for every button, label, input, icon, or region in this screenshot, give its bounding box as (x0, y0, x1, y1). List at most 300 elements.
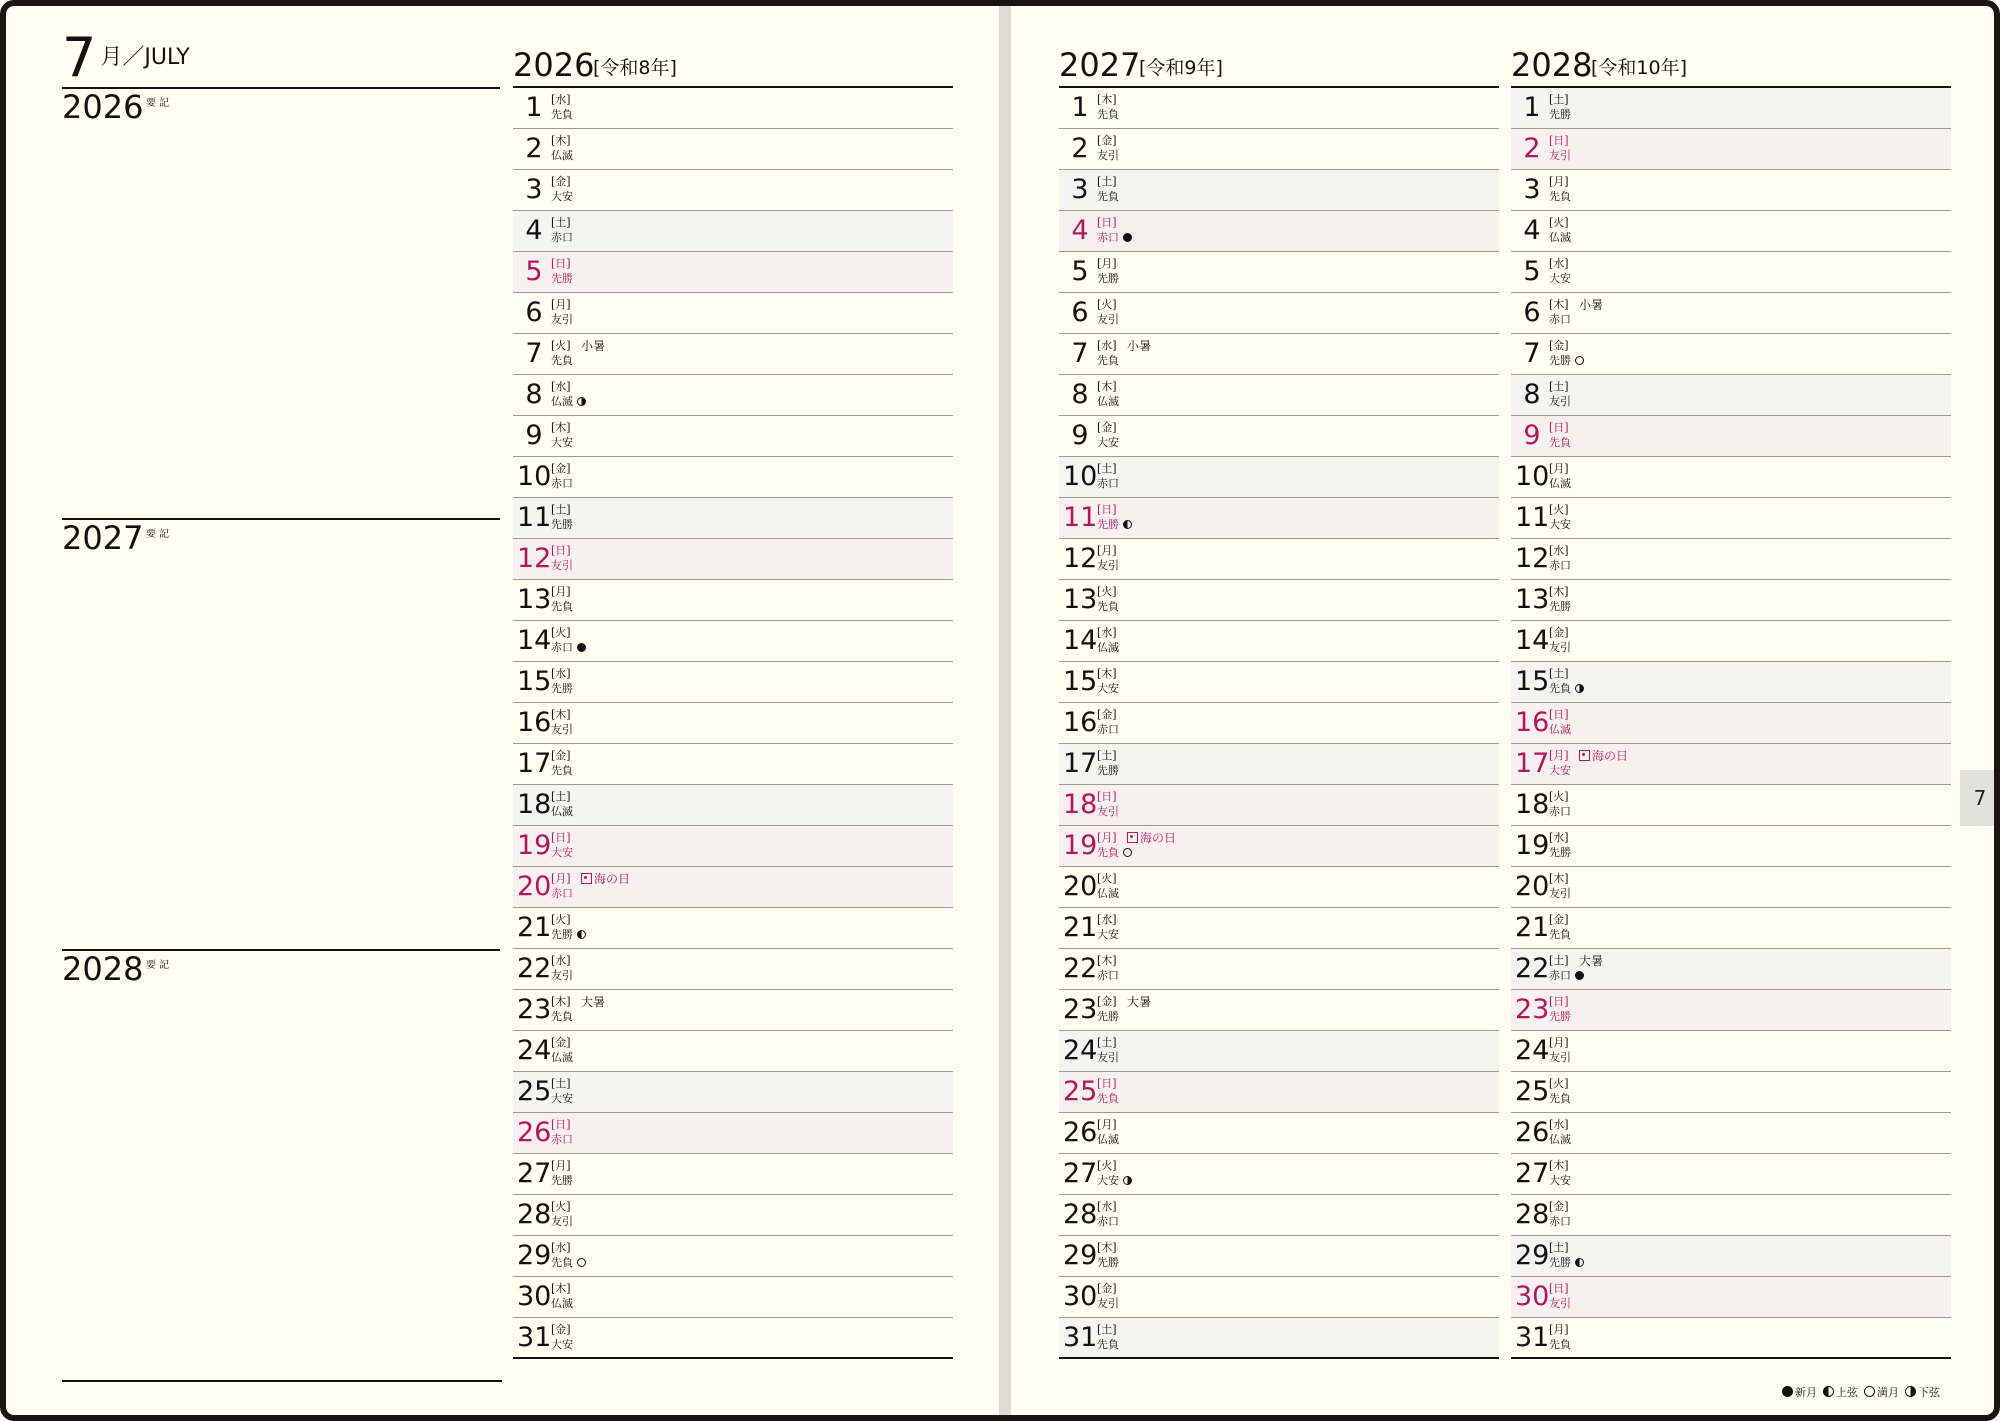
day-number: 26 (1515, 1117, 1550, 1148)
day-number: 19 (1515, 830, 1550, 861)
rokuyo-cell (551, 395, 586, 408)
solar-term-label (1579, 298, 1603, 312)
day-number: 28 (517, 1199, 552, 1230)
memo-tag: 要 記 (146, 529, 170, 540)
rokuyo-cell (551, 887, 573, 900)
day-row[interactable] (513, 662, 953, 703)
rokuyo-cell (1549, 1338, 1571, 1351)
column-era: [令和8年] (593, 57, 677, 79)
moon-new-icon (1782, 1386, 1793, 1397)
day-row[interactable] (513, 1277, 953, 1318)
weekday-label: [木] (1097, 954, 1117, 967)
day-row[interactable] (513, 1031, 953, 1072)
day-number: 16 (517, 707, 552, 738)
rokuyo-cell (1549, 1092, 1571, 1105)
day-number: 3 (525, 174, 543, 205)
solar-term-label (581, 995, 605, 1009)
solar-term-label (1579, 954, 1603, 968)
day-row[interactable] (1059, 170, 1499, 211)
day-row[interactable] (1059, 1154, 1499, 1195)
day-row[interactable] (513, 334, 953, 375)
weekday-label: [木] (551, 1282, 571, 1295)
day-row[interactable] (513, 1113, 953, 1154)
day-number: 1 (1523, 92, 1541, 123)
rokuyo-label: 仏滅 (551, 395, 573, 408)
day-row[interactable] (1511, 949, 1951, 990)
weekday-label: [火] (1097, 298, 1117, 311)
day-row[interactable] (1059, 1113, 1499, 1154)
day-row[interactable] (1059, 129, 1499, 170)
weekday-label: [日] (1097, 1077, 1117, 1090)
weekday-label: [日] (551, 544, 571, 557)
day-row[interactable] (513, 375, 953, 416)
day-row[interactable] (1511, 1113, 1951, 1154)
rokuyo-cell (551, 1092, 573, 1105)
rokuyo-cell (551, 928, 586, 941)
rokuyo-cell (1549, 559, 1571, 572)
day-row[interactable] (513, 498, 953, 539)
holiday-label (1127, 831, 1176, 845)
day-row[interactable] (513, 1195, 953, 1236)
day-number: 7 (525, 338, 543, 369)
day-number: 19 (1063, 830, 1098, 861)
day-number: 17 (1063, 748, 1098, 779)
weekday-label: [土] (1549, 954, 1569, 967)
rokuyo-label: 仏滅 (1549, 231, 1571, 244)
rokuyo-cell (551, 436, 573, 449)
memo-year-2027: 2027 (62, 519, 144, 557)
rokuyo-label: 友引 (1549, 1297, 1571, 1310)
memo-tag: 要 記 (146, 960, 170, 971)
day-row[interactable] (1059, 293, 1499, 334)
day-number: 4 (525, 215, 543, 246)
rokuyo-label: 先勝 (1549, 108, 1571, 121)
day-row[interactable] (1511, 621, 1951, 662)
day-number: 20 (1063, 871, 1098, 902)
day-row[interactable] (1059, 457, 1499, 498)
rokuyo-label: 仏滅 (551, 1297, 573, 1310)
weekday-label: [水] (551, 954, 571, 967)
day-row[interactable] (1511, 88, 1951, 129)
day-number: 26 (1063, 1117, 1098, 1148)
moon-last-icon (1575, 684, 1584, 693)
weekday-label: [木] (1549, 298, 1569, 311)
day-row[interactable] (1059, 1277, 1499, 1318)
day-row[interactable] (1059, 785, 1499, 826)
rokuyo-label: 友引 (1097, 1297, 1119, 1310)
weekday-label: [金] (1097, 708, 1117, 721)
day-row[interactable] (1511, 539, 1951, 580)
rokuyo-label: 先負 (551, 1010, 573, 1023)
rokuyo-label: 先勝 (1549, 1010, 1571, 1023)
day-row[interactable] (513, 88, 953, 129)
weekday-label: [月] (1097, 544, 1117, 557)
day-row[interactable] (1511, 129, 1951, 170)
rokuyo-cell (1549, 1133, 1571, 1146)
weekday-label: [木] (1097, 1241, 1117, 1254)
rokuyo-cell (1097, 887, 1119, 900)
weekday-label: [木] (551, 995, 571, 1008)
day-row[interactable] (513, 129, 953, 170)
rokuyo-cell (1549, 477, 1571, 490)
weekday-label: [金] (1549, 339, 1569, 352)
rokuyo-label: 大安 (1549, 518, 1571, 531)
rokuyo-label: 先負 (551, 1256, 573, 1269)
day-row[interactable] (1059, 580, 1499, 621)
day-row[interactable] (1059, 867, 1499, 908)
day-number: 9 (1071, 420, 1089, 451)
weekday-label: [水] (1097, 913, 1117, 926)
rokuyo-cell (551, 477, 573, 490)
day-row[interactable] (1511, 662, 1951, 703)
rokuyo-cell (1097, 354, 1119, 367)
rokuyo-label: 先勝 (1549, 846, 1571, 859)
day-row[interactable] (1511, 1195, 1951, 1236)
day-row[interactable] (1511, 1031, 1951, 1072)
rokuyo-label: 先勝 (551, 928, 573, 941)
day-number: 31 (1515, 1322, 1550, 1353)
day-number: 4 (1071, 215, 1089, 246)
rokuyo-cell (1549, 1297, 1571, 1310)
rokuyo-label: 赤口 (1097, 1215, 1119, 1228)
day-number: 6 (1523, 297, 1541, 328)
weekday-label: [火] (551, 913, 571, 926)
day-row[interactable] (513, 908, 953, 949)
day-number: 28 (1063, 1199, 1098, 1230)
weekday-label: [金] (1549, 913, 1569, 926)
day-row[interactable] (1059, 703, 1499, 744)
rokuyo-label: 先負 (1097, 108, 1119, 121)
day-row[interactable] (1059, 826, 1499, 867)
weekday-label: [月] (1549, 1036, 1569, 1049)
year-column-header (1511, 46, 1951, 88)
moon-full-icon (1864, 1386, 1875, 1397)
rokuyo-cell (1097, 1092, 1119, 1105)
day-row[interactable] (1511, 498, 1951, 539)
weekday-label: [土] (1549, 667, 1569, 680)
day-row[interactable] (513, 170, 953, 211)
day-row[interactable] (513, 539, 953, 580)
day-row[interactable] (1059, 908, 1499, 949)
day-number: 8 (1071, 379, 1089, 410)
day-row[interactable] (1059, 416, 1499, 457)
day-row[interactable] (1511, 703, 1951, 744)
rokuyo-label: 大安 (1549, 1174, 1571, 1187)
holiday-label (1579, 749, 1628, 763)
day-row[interactable] (513, 703, 953, 744)
day-row[interactable] (1059, 375, 1499, 416)
rokuyo-label: 赤口 (1549, 1215, 1571, 1228)
day-row[interactable] (1511, 744, 1951, 785)
holiday-flag-icon (581, 873, 592, 884)
rokuyo-cell (1549, 108, 1571, 121)
day-number: 14 (1515, 625, 1550, 656)
weekday-label: [木] (551, 708, 571, 721)
column-year: 2028 (1511, 46, 1593, 84)
day-row[interactable] (1059, 211, 1499, 252)
day-row[interactable] (1511, 252, 1951, 293)
day-number: 23 (1515, 994, 1550, 1025)
day-row[interactable] (1059, 949, 1499, 990)
day-row[interactable] (513, 580, 953, 621)
moon-new-icon (1123, 233, 1132, 242)
day-row[interactable] (513, 744, 953, 785)
day-row[interactable] (1059, 1072, 1499, 1113)
day-row[interactable] (1511, 1154, 1951, 1195)
day-row[interactable] (1511, 457, 1951, 498)
day-row[interactable] (513, 949, 953, 990)
weekday-label: [日] (1549, 708, 1569, 721)
day-row[interactable] (1059, 1236, 1499, 1277)
rokuyo-cell (1549, 354, 1584, 367)
rokuyo-cell (551, 1051, 573, 1064)
legend-item (1823, 1386, 1858, 1399)
day-row[interactable] (513, 867, 953, 908)
rokuyo-label: 友引 (1549, 641, 1571, 654)
rokuyo-label: 大安 (1097, 928, 1119, 941)
moon-full-icon (577, 1258, 586, 1267)
day-row[interactable] (1059, 498, 1499, 539)
weekday-label: [水] (1549, 544, 1569, 557)
weekday-label: [月] (1549, 749, 1569, 762)
day-number: 11 (517, 502, 552, 533)
day-row[interactable] (1511, 1318, 1951, 1359)
day-row[interactable] (513, 1236, 953, 1277)
weekday-label: [木] (1549, 872, 1569, 885)
rokuyo-label: 大安 (1097, 682, 1119, 695)
day-row[interactable] (1059, 662, 1499, 703)
day-row[interactable] (513, 785, 953, 826)
holiday-label (581, 872, 630, 886)
day-row[interactable] (1059, 744, 1499, 785)
day-row[interactable] (1059, 252, 1499, 293)
day-row[interactable] (513, 990, 953, 1031)
rokuyo-cell (1549, 600, 1571, 613)
day-number: 24 (517, 1035, 552, 1066)
day-number: 30 (1515, 1281, 1550, 1312)
day-number: 1 (1071, 92, 1089, 123)
day-row[interactable] (1059, 621, 1499, 662)
rokuyo-cell (1549, 518, 1571, 531)
day-number: 3 (1523, 174, 1541, 205)
rokuyo-label: 友引 (1549, 149, 1571, 162)
day-row[interactable] (1511, 416, 1951, 457)
day-number: 5 (525, 256, 543, 287)
day-row[interactable] (1511, 580, 1951, 621)
rokuyo-cell (551, 518, 573, 531)
day-number: 8 (525, 379, 543, 410)
rokuyo-cell (1549, 231, 1571, 244)
rokuyo-label: 先勝 (1097, 518, 1119, 531)
day-number: 28 (1515, 1199, 1550, 1230)
weekday-label: [土] (1097, 1036, 1117, 1049)
day-number: 10 (1063, 461, 1098, 492)
rokuyo-label: 先負 (1549, 1092, 1571, 1105)
weekday-label: [火] (551, 626, 571, 639)
rokuyo-label: 大安 (551, 190, 573, 203)
year-column-header (513, 46, 953, 88)
rokuyo-cell (551, 805, 573, 818)
rokuyo-cell (1549, 928, 1571, 941)
weekday-label: [火] (1549, 790, 1569, 803)
day-row[interactable] (1511, 1236, 1951, 1277)
day-row[interactable] (1511, 908, 1951, 949)
weekday-label: [火] (551, 339, 571, 352)
day-number: 17 (1515, 748, 1550, 779)
day-row[interactable] (513, 826, 953, 867)
day-number: 23 (517, 994, 552, 1025)
weekday-label: [土] (551, 1077, 571, 1090)
day-number: 11 (1515, 502, 1550, 533)
weekday-label: [火] (1549, 216, 1569, 229)
day-number: 13 (517, 584, 552, 615)
day-number: 27 (1063, 1158, 1098, 1189)
day-row[interactable] (1059, 88, 1499, 129)
rokuyo-label: 大安 (1097, 436, 1119, 449)
rokuyo-cell (551, 1174, 573, 1187)
day-row[interactable] (1511, 1072, 1951, 1113)
rokuyo-label: 友引 (551, 1215, 573, 1228)
holiday-flag-icon (1579, 750, 1590, 761)
day-row[interactable] (1059, 990, 1499, 1031)
legend-label: 満月 (1877, 1386, 1899, 1399)
day-row[interactable] (513, 211, 953, 252)
day-number: 11 (1063, 502, 1098, 533)
day-row[interactable] (1511, 867, 1951, 908)
rokuyo-cell (1097, 477, 1119, 490)
day-number: 26 (517, 1117, 552, 1148)
day-row[interactable] (513, 293, 953, 334)
day-row[interactable] (513, 1154, 953, 1195)
memo-year-2026: 2026 (62, 88, 144, 126)
day-number: 15 (517, 666, 552, 697)
weekday-label: [日] (1549, 134, 1569, 147)
column-year: 2026 (513, 46, 595, 84)
weekday-label: [土] (551, 503, 571, 516)
rokuyo-label: 先勝 (551, 518, 573, 531)
day-row[interactable] (513, 457, 953, 498)
rokuyo-cell (1097, 1256, 1119, 1269)
day-row[interactable] (1059, 334, 1499, 375)
rokuyo-label: 赤口 (551, 641, 573, 654)
day-row[interactable] (1511, 990, 1951, 1031)
day-row[interactable] (513, 1072, 953, 1113)
event-text: 海の日 (1140, 831, 1177, 845)
day-number: 15 (1063, 666, 1098, 697)
rokuyo-cell (1097, 313, 1119, 326)
rokuyo-cell (551, 272, 573, 285)
rokuyo-label: 仏滅 (551, 805, 573, 818)
rokuyo-label: 赤口 (1549, 805, 1571, 818)
day-row[interactable] (1511, 170, 1951, 211)
rokuyo-cell (551, 600, 573, 613)
rokuyo-label: 赤口 (1549, 559, 1571, 572)
day-row[interactable] (1511, 211, 1951, 252)
moon-first-icon (577, 930, 586, 939)
day-row[interactable] (1059, 1318, 1499, 1359)
rokuyo-cell (1097, 1010, 1119, 1023)
rokuyo-cell (551, 682, 573, 695)
rokuyo-cell (551, 1297, 573, 1310)
weekday-label: [月] (1549, 1323, 1569, 1336)
day-row[interactable] (1511, 785, 1951, 826)
day-row[interactable] (1511, 826, 1951, 867)
rokuyo-cell (551, 969, 573, 982)
rokuyo-label: 友引 (1097, 805, 1119, 818)
rokuyo-cell (551, 641, 586, 654)
day-row[interactable] (513, 416, 953, 457)
rokuyo-cell (1097, 846, 1132, 859)
weekday-label: [月] (551, 1159, 571, 1172)
rokuyo-cell (1097, 805, 1119, 818)
day-row[interactable] (1059, 1031, 1499, 1072)
day-number: 4 (1523, 215, 1541, 246)
rokuyo-cell (1097, 1215, 1119, 1228)
day-row[interactable] (1059, 539, 1499, 580)
rokuyo-cell (1097, 682, 1119, 695)
weekday-label: [日] (1549, 995, 1569, 1008)
day-number: 1 (525, 92, 543, 123)
rokuyo-cell (1097, 559, 1119, 572)
weekday-label: [土] (1097, 749, 1117, 762)
event-text: 海の日 (594, 872, 631, 886)
weekday-label: [月] (551, 298, 571, 311)
month-index-tab[interactable]: 7 (1960, 770, 2000, 826)
rokuyo-label: 先負 (551, 108, 573, 121)
weekday-label: [金] (551, 462, 571, 475)
weekday-label: [木] (1097, 667, 1117, 680)
moon-last-icon (1123, 1176, 1132, 1185)
rokuyo-cell (551, 108, 573, 121)
moon-phase-legend (1776, 1384, 1940, 1400)
day-number: 25 (517, 1076, 552, 1107)
rokuyo-label: 仏滅 (1097, 641, 1119, 654)
rokuyo-label: 先負 (1097, 846, 1119, 859)
rokuyo-label: 友引 (1549, 1051, 1571, 1064)
column-era: [令和10年] (1591, 57, 1688, 79)
day-row[interactable] (513, 621, 953, 662)
legend-label: 新月 (1795, 1386, 1817, 1399)
day-row[interactable] (513, 1318, 953, 1359)
day-number: 29 (1515, 1240, 1550, 1271)
rokuyo-label: 先負 (551, 354, 573, 367)
day-number: 22 (1515, 953, 1550, 984)
day-row[interactable] (1511, 293, 1951, 334)
rokuyo-cell (551, 1256, 586, 1269)
rokuyo-label: 赤口 (1097, 477, 1119, 490)
day-row[interactable] (1059, 1195, 1499, 1236)
day-row[interactable] (513, 252, 953, 293)
weekday-label: [月] (551, 585, 571, 598)
rokuyo-label: 大安 (551, 1092, 573, 1105)
rokuyo-label: 先勝 (1549, 600, 1571, 613)
legend-item (1782, 1386, 1817, 1399)
day-number: 2 (1071, 133, 1089, 164)
rokuyo-cell (1097, 1338, 1119, 1351)
day-row[interactable] (1511, 375, 1951, 416)
moon-full-icon (1575, 356, 1584, 365)
rokuyo-label: 大安 (1549, 272, 1571, 285)
day-number: 15 (1515, 666, 1550, 697)
weekday-label: [火] (1097, 585, 1117, 598)
day-number: 14 (517, 625, 552, 656)
day-row[interactable] (1511, 334, 1951, 375)
rokuyo-cell (1097, 723, 1119, 736)
day-row[interactable] (1511, 1277, 1951, 1318)
weekday-label: [土] (551, 790, 571, 803)
weekday-label: [水] (1097, 339, 1117, 352)
rokuyo-cell (1097, 1174, 1132, 1187)
